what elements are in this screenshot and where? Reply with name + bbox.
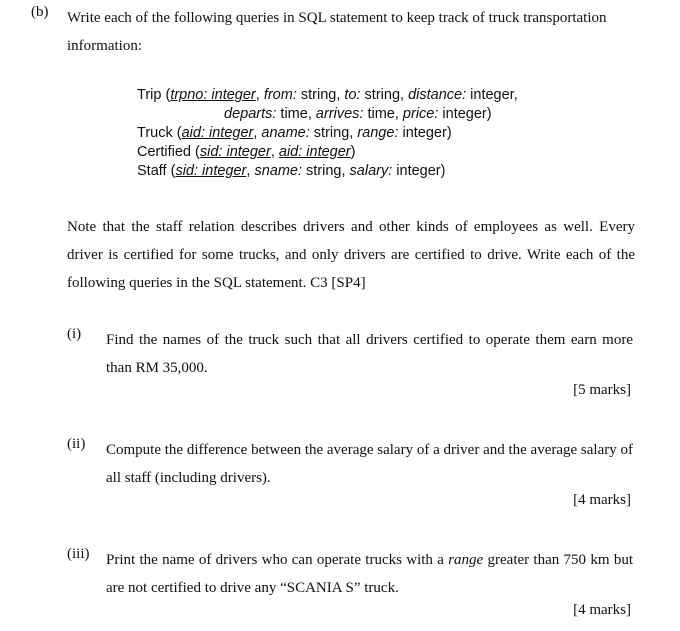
certified-key-sid: sid: integer: [199, 144, 271, 160]
schema-block: [137, 86, 518, 181]
certified-key-aid: aid: integer: [278, 144, 351, 160]
truck-name: Truck: [137, 125, 173, 141]
question-3-marks: [4 marks]: [573, 602, 631, 618]
schema-certified: Certified (sid: integer, aid: integer): [137, 144, 356, 160]
question-2-marks: [4 marks]: [573, 492, 631, 508]
question-3-text: Print the name of drivers who can operate trucks with a range greater than 750 km but are not certified to drive any “SCANIA S” truck.: [106, 552, 633, 596]
intro-text: Write each of the following queries in SQL statement to keep track of truck transportation information:: [67, 10, 607, 54]
staff-key: sid: integer: [175, 163, 247, 179]
schema-trip: Trip (trpno: integer, from: string, to: string, distance: integer,: [137, 87, 518, 103]
question-1-marks: [5 marks]: [573, 382, 631, 398]
trip-key: trpno: integer: [170, 87, 256, 103]
question-1-number: (i): [67, 326, 82, 342]
part-label: (b): [31, 4, 49, 20]
question-3-number: (iii): [67, 546, 90, 562]
schema-trip-cont: departs: time, arrives: time, price: integer): [224, 106, 492, 122]
question-2-text: Compute the difference between the average salary of a driver and the average salary of all staff (including drivers).: [106, 442, 633, 486]
trip-name: Trip: [137, 87, 162, 103]
staff-name: Staff: [137, 163, 167, 179]
truck-key: aid: integer: [181, 125, 254, 141]
schema-truck: Truck (aid: integer, aname: string, range: integer): [137, 125, 452, 141]
question-1-text: Find the names of the truck such that all drivers certified to operate them earn more than RM 35,000.: [106, 332, 633, 376]
certified-name: Certified: [137, 144, 191, 160]
schema-staff: Staff (sid: integer, sname: string, salary: integer): [137, 163, 446, 179]
note-paragraph: Note that the staff relation describes drivers and other kinds of employees as well. Every driver is certified for some trucks, and only drivers are certified to drive. Write each of the following queries in the SQL statement. C3 [SP4]: [67, 219, 635, 291]
question-2-number: (ii): [67, 436, 86, 452]
